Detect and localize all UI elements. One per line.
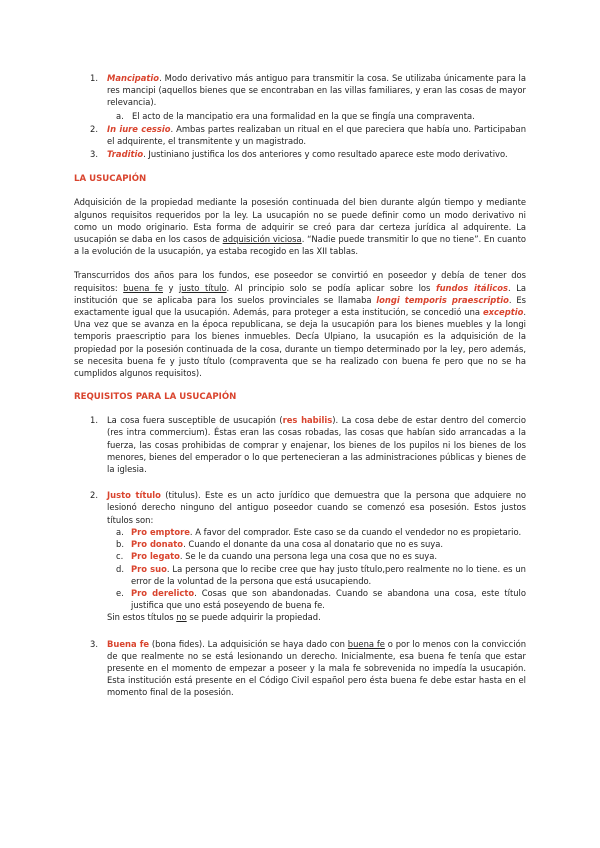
list-item-text: . Modo derivativo más antiguo para transmitir la cosa. Se utilizaba únicamente para la res mancipi (aquellos bienes que se encontraban en las villas familiares, y eran las cosas de mayor relevancia). xyxy=(107,73,526,108)
text-run: . La institución que se aplicaba para los suelos provinciales se llamaba xyxy=(74,282,526,305)
list-number: 3. xyxy=(90,149,98,160)
sub-list-text: El acto de la mancipatio era una formalidad en la que se fingía una compraventa. xyxy=(132,110,475,121)
term-pro-emptore: Pro emptore xyxy=(131,526,190,537)
sub-list-number: d. xyxy=(116,563,124,574)
text-run: (titulus). Este es un acto jurídico que demuestra que la persona que adquiere no lesionó derecho ninguno del antiguo poseedor cuando se comenzó esa posesión. Estos justos títulos son: xyxy=(107,490,526,525)
term-in-iure-cessio: In iure cessio xyxy=(107,123,171,134)
sub-list-number: b. xyxy=(116,539,124,550)
term-mancipatio: Mancipatio xyxy=(107,73,160,83)
term-pro-derelicto: Pro derelicto xyxy=(131,587,195,598)
text-run: Adquisición de la propiedad mediante la posesión continuada del bien durante algún tiempo y mediante algunos requisitos requeridos por la ley. La usucapión no se puede definir como un modo derivativo ni como un modo originario. Esta forma de adquirir se creó para dar certeza jurídica al adquirente. La usucapión se daba en los casos de xyxy=(74,197,526,245)
list-number: 2. xyxy=(90,490,98,501)
term-pro-suo: Pro suo xyxy=(131,563,167,574)
sub-list-item xyxy=(74,110,526,122)
term-pro-donato: Pro donato xyxy=(131,539,184,550)
term-longi-temporis: longi temporis praescriptio xyxy=(376,294,509,305)
term-fundos-italicos: fundos itálicos xyxy=(435,282,509,293)
text-run: (bona fides). La adquisición se haya dado con xyxy=(149,638,348,649)
text-run: . Se le da cuando una persona lega una cosa que no es suya. xyxy=(179,551,437,562)
underlined-term: buena fe xyxy=(347,638,385,649)
sub-list-item xyxy=(74,587,526,611)
underlined-term: no xyxy=(176,612,187,623)
section-heading-usucapion: LA USUCAPIÓN xyxy=(74,174,147,185)
text-run: . Al principio solo se podía aplicar sobre los xyxy=(226,282,436,293)
sub-list-number: c. xyxy=(116,551,124,562)
underlined-term: justo título xyxy=(179,282,227,293)
text-run: . Es exactamente igual que la usucapión. Además, para proteger a esta institución, se concedió una xyxy=(74,294,526,318)
sub-list-number: a. xyxy=(116,526,124,537)
text-run: . Una vez que se avanza en la época republicana, se deja la usucapión para los bienes muebles y la longi temporis praescriptio para los bienes inmuebles. Decía Ulpiano, la usucapión es la adquisición de la propiedad por la posesión continuada de la cosa, durante un tiempo determinado por la ley, pero además, se necesita buena fe y justo título (compraventa que se ha realizado con buena fe pero que no se ha cumplidos algunos requisitos). xyxy=(74,307,526,379)
list-number: 1. xyxy=(90,73,98,83)
text-run: se puede adquirir la propiedad. xyxy=(186,612,321,623)
text-run: . Cuando el donante da una cosa al donatario que no es suya. xyxy=(183,539,444,550)
text-run: o por lo menos con la convicción de que realmente no se está lesionando un derecho. Inicialmente, esa buena fe tenía que estar presente en el momento de empezar a poseer y la mala fe sobrevenida no impedía la usucapión. Esta institución está presente en el Código Civil español pero ésta buena fe debe estar hasta en el momento final de la posesión. xyxy=(107,638,526,698)
term-traditio: Traditio xyxy=(107,149,144,160)
sub-list-item xyxy=(74,563,526,587)
list-item-text: . Ambas partes realizaban un ritual en el que pareciera que había uno. Participaban el adquirente, el transmitente y un magistrado. xyxy=(107,123,526,147)
term-buena-fe: Buena fe xyxy=(107,638,150,649)
list-item-text: . Justiniano justifica los dos anteriores y como resultado aparece este modo derivativo. xyxy=(143,149,508,160)
underlined-term: adquisición viciosa xyxy=(222,234,302,245)
text-run: . La persona que lo recibe cree que hay justo título,pero realmente no lo tiene. es un error de la voluntad de la persona que está usucapiendo. xyxy=(131,563,526,586)
requisito-buena-fe xyxy=(74,638,526,699)
usucapion-paragraph-1 xyxy=(74,196,526,257)
list-item-in-iure-cessio xyxy=(74,123,526,147)
text-run: . “Nadie puede transmitir lo que no tiene”. En cuanto a la evolución de la usucapión, ya estaba recogido en las XII tablas. xyxy=(74,234,527,257)
requisito-res-habilis xyxy=(74,414,526,475)
sub-list-number: a. xyxy=(116,110,124,121)
term-pro-legato: Pro legato xyxy=(131,551,180,562)
term-justo-titulo: Justo título xyxy=(107,490,161,501)
list-number: 1. xyxy=(90,415,98,426)
list-item-traditio xyxy=(74,148,526,160)
sub-list-item xyxy=(74,526,526,538)
section-heading-requisitos: REQUISITOS PARA LA USUCAPIÓN xyxy=(74,392,237,403)
list-item-mancipatio xyxy=(74,72,526,109)
usucapion-paragraph-2 xyxy=(74,269,526,379)
sub-list-number: e. xyxy=(116,587,124,598)
text-run: La cosa fuera susceptible de usucapión ( xyxy=(107,415,283,426)
text-run: Sin estos títulos xyxy=(107,612,177,623)
list-number: 2. xyxy=(90,123,98,134)
text-run: . Cosas que son abandonadas. Cuando se abandona una cosa, este título justifica que uno está poseyendo de buena fe. xyxy=(131,587,526,611)
sub-list-item xyxy=(74,550,526,562)
requisito-justo-titulo xyxy=(74,489,526,526)
term-exceptio: exceptio xyxy=(482,307,524,318)
list-number: 3. xyxy=(90,638,98,649)
text-run: ). La cosa debe de estar dentro del comercio (res intra commercium). Éstas eran las cosas robadas, las cosas que habían sido arrancadas a la fuerza, las cosas prohibidas de comprar y enajenar, los bienes de los pupilos ni los bienes de los menores, bienes del emperador o lo que pertenecieran a las administraciones públicas y bienes de la iglesia. xyxy=(107,415,526,475)
underlined-term: buena fe xyxy=(123,282,164,293)
term-res-habilis: res habilis xyxy=(282,415,333,426)
text-run: y xyxy=(163,282,180,293)
text-run: Transcurridos dos años para los fundos, ese poseedor se convirtió en poseedor y debía de tener dos requisitos: xyxy=(74,270,526,293)
justo-titulo-note xyxy=(74,611,526,623)
text-run: . A favor del comprador. Este caso se da cuando el vendedor no es propietario. xyxy=(189,526,522,537)
sub-list-item xyxy=(74,538,526,550)
